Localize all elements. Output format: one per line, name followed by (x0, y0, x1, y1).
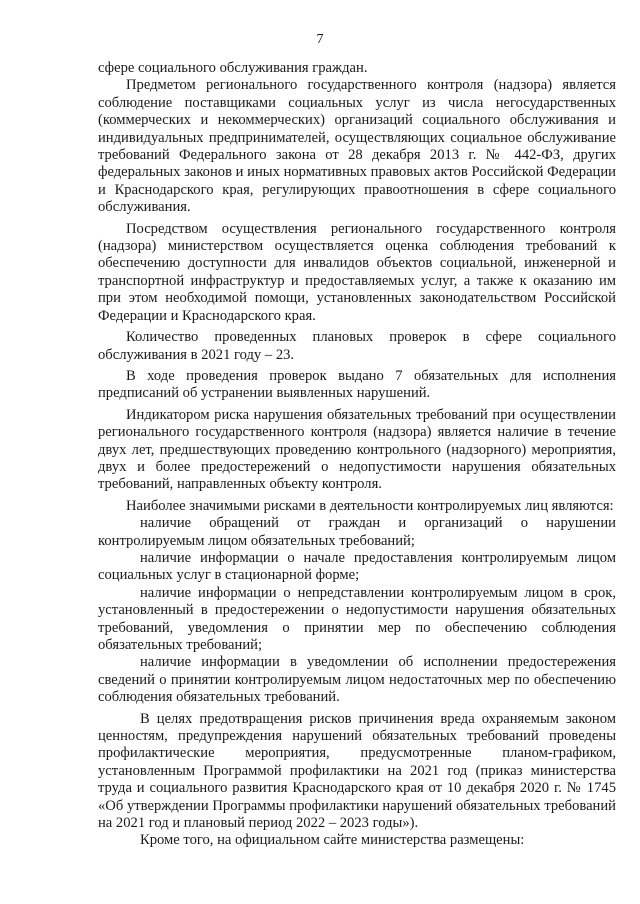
paragraph-prevention: В целях предотвращения рисков причинения вреда охраняемым законом ценностям, предупреждения нарушений обязательных требований проведены профилактические мероприятия, предусмотренные планом-графиком, установленным Программой профилактики на 2021 год (приказ министерства труда и социального развития Краснодарского края от 10 декабря 2020 г. № 1745 «Об утверждении Программы профилактики нарушений обязательных требований на 2021 год и плановый период 2022 – 2023 годы»). (98, 710, 616, 832)
paragraph-subject: Предметом регионального государственного контроля (надзора) является соблюдение поставщиками социальных услуг из числа негосударственных (коммерческих и некоммерческих) организаций социального обслуживания и индивидуальных предпринимателей, осуществляющих социальное обслуживание требований Федерального закона от 28 декабря 2013 г. № 442-ФЗ, других федеральных законов и иных нормативных правовых актов Российской Федерации и Краснодарского края, регулирующих правоотношения в сфере социального обслуживания. (98, 77, 616, 216)
list-item-risk-3: наличие информации о непредставлении контролируемым лицом в срок, установленный в предостережении о недопустимости нарушения обязательных требований, уведомления о принятии мер по обеспечению соблюдения обязательных требований; (98, 584, 616, 653)
page-number: 7 (316, 32, 324, 47)
paragraph-inspections-count: Количество проведенных плановых проверок в сфере социального обслуживания в 2021 году – 23. (98, 329, 616, 363)
paragraph-accessibility: Посредством осуществления регионального государственного контроля (надзора) министерством осуществляется оценка соблюдения требований к обеспечению доступности для инвалидов объектов социальной, инженерной и транспортной инфраструктур и предоставляемых услуг, а также к оказанию им при этом необходимой помощи, установленных законодательством Российской Федерации и Краснодарского края. (98, 220, 616, 324)
paragraph-orders: В ходе проведения проверок выдано 7 обязательных для исполнения предписаний об устранении выявленных нарушений. (98, 367, 616, 402)
paragraph-risk-indicator: Индикатором риска нарушения обязательных требований при осуществлении регионального государственного контроля (надзора) является наличие в течение двух лет, предшествующих проведению контрольного (надзорного) мероприятия, двух и более предостережений о недопустимости нарушения обязательных требований, направленных объекту контроля. (98, 406, 616, 493)
paragraph-continuation: сфере социального обслуживания граждан. (98, 60, 368, 76)
list-item-risk-1: наличие обращений от граждан и организаций о нарушении контролируемым лицом обязательных требований; (98, 515, 616, 549)
document-body (98, 60, 616, 850)
list-item-risk-4: наличие информации в уведомлении об исполнении предостережения сведений о принятии контролируемым лицом недостаточных мер по обеспечению соблюдения обязательных требований. (98, 654, 616, 706)
list-item-risk-2: наличие информации о начале предоставления контролируемым лицом социальных услуг в стационарной форме; (98, 549, 616, 584)
paragraph-risks-intro: Наиболее значимыми рисками в деятельности контролируемых лиц являются: (126, 497, 614, 514)
paragraph-website: Кроме того, на официальном сайте министерства размещены: (140, 832, 525, 849)
